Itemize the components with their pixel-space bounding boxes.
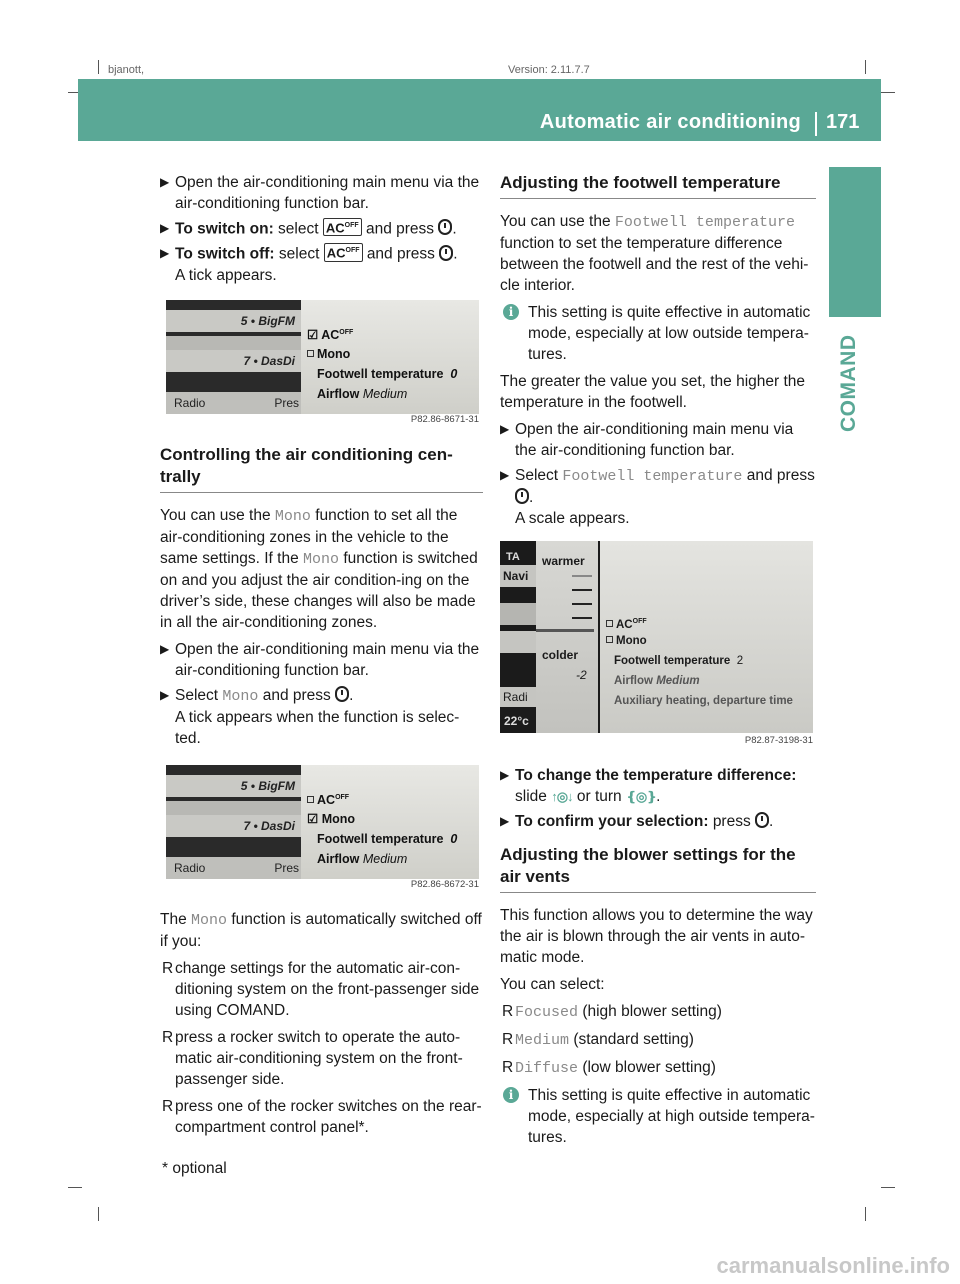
menu-item-ac: $AC^{OFF}$ [307,787,349,811]
page-number: 171 [826,111,860,133]
checkbox-icon [307,796,314,803]
list-item: R press a rocker switch to operate the auto-matic air-conditioning system on the front-passenger side. [162,1028,463,1088]
ac-off-button-icon: $AC^{OFF}$ [324,243,363,261]
list-item: R change settings for the automatic air-con-ditioning system on the front-passenger side using COMAND. [162,959,480,1019]
menu-item-footwell: Footwell temperature 0 [317,831,458,846]
tab-label: TA [506,551,520,563]
info-icon: i [503,304,519,320]
menu-item-mono: Mono [307,344,350,365]
step: ▶ Open the air-conditioning main menu via the air-conditioning function bar. [160,174,480,212]
figure-caption: P82.86-8672-31 [410,878,479,890]
step: ▶ To switch on: select $AC^{OFF}$ and press . [160,218,483,239]
triangle-right-icon: ▶ [500,422,510,436]
screenshot-figure [166,765,479,895]
header-divider [815,112,817,136]
preset-row [166,336,301,350]
right-column [500,172,816,1154]
checkbox-icon [606,636,613,643]
section-heading: Adjusting the footwell temperature [500,172,816,199]
paragraph: You can select: [500,976,605,993]
ac-off-button-icon: $AC^{OFF}$ [323,218,362,236]
preset-row: 5 • BigFM [166,310,301,332]
paragraph: The greater the value you set, the higher the temperature in the footwell. [500,373,806,411]
bullet-r-icon: R [162,1028,174,1046]
slide-controller-icon: ↑◎↓ [551,789,573,804]
figure-caption: P82.86-8671-31 [410,413,479,425]
preset-row: Radio Pres [166,392,301,414]
crop-mark [881,1187,895,1188]
triangle-right-icon: ▶ [160,641,170,656]
info-note: i This setting is quite effective in automatic mode, especially at high outside tempera-tures. [500,1085,816,1148]
knob-press-icon [438,219,452,235]
screen-menu [301,300,479,414]
step: ▶ Select Mono and press . A tick appears when the function is selec-ted. [160,686,460,747]
scale-value: -2 [576,668,587,682]
triangle-right-icon: ▶ [500,768,510,782]
tab-row [500,603,536,625]
bullet-r-icon: R [502,1003,514,1020]
tab-row [500,631,536,653]
step: ▶ Open the air-conditioning main menu via the air-conditioning function bar. [160,640,480,679]
scale-colder-label: colder [542,648,579,662]
menu-item-ac: ☑ $AC^{OFF}$ [307,327,354,342]
triangle-right-icon: ▶ [500,814,510,828]
temperature-scale [536,541,598,733]
tab-label: Radi [500,687,536,707]
preset-row: 7 • DasDi [166,350,301,372]
triangle-right-icon: ▶ [500,468,510,482]
scale-warmer-label: warmer [542,554,585,568]
screen-left-panel [166,765,301,879]
section-heading: Controlling the air conditioning cen-trally [160,444,483,493]
bullet-r-icon: R [502,1059,514,1076]
menu-item-airflow: Airflow Medium [614,675,700,687]
info-icon: i [503,1087,519,1103]
bullet-r-icon: R [502,1031,514,1048]
watermark: carmanualsonline.info [716,1253,950,1278]
scale-tick [572,603,592,605]
list-item: R Diffuse (low blower setting) [502,1059,716,1077]
screenshot-figure [166,300,479,430]
menu-item-ac: $AC^{OFF}$ [606,611,647,636]
menu-item-mono: ☑ Mono [307,811,356,826]
side-tab [829,167,881,317]
screen-menu [600,541,813,733]
paragraph: You can use the Mono function to set all the air-conditioning zones in the vehicle to the same settings. If the Mono function is switched on and you adjust the air condition-ing on the driver’s side, these changes will also be made in all the air-conditioning zones. [160,506,478,631]
turn-controller-icon: ❴◎❵ [625,789,657,804]
scale-tick [572,575,592,577]
menu-item-footwell: Footwell temperature 2 [614,655,744,667]
screen-menu [301,765,479,879]
list-item: R Medium (standard setting) [502,1031,694,1049]
screen-left-panel [166,300,301,414]
meta-left: bjanott, [108,64,145,76]
step: ▶ To change the temperature difference: slide ↑◎↓ or turn ❴◎❵. [500,767,797,805]
paragraph: The Mono function is automatically switched off if you: [160,910,482,950]
triangle-right-icon: ▶ [160,221,170,235]
paragraph: You can use the Footwell temperature function to set the temperature difference between the footwell and the rest of the vehi-cle interior. [500,213,809,294]
step: ▶ To switch off: select $AC^{OFF}$ and press . A tick appears. [160,243,483,285]
checkbox-icon [606,620,613,627]
checkbox-checked-icon: ☑ [307,811,319,826]
step: ▶ To confirm your selection: press . [500,813,774,830]
list-item: R press one of the rocker switches on the rear-compartment control panel*. [162,1097,482,1136]
left-column [160,172,483,1144]
page-title: Automatic air conditioning [539,111,801,133]
preset-row: 7 • DasDi [166,815,301,837]
checkbox-checked-icon: ☑ [307,327,319,342]
figure-caption: P82.87-3198-31 [744,735,813,746]
step: ▶ Select Footwell temperature and press . A scale appears. [500,467,815,527]
bullet-r-icon: R [162,959,174,977]
screenshot-figure [500,541,813,751]
crop-mark [865,1207,866,1221]
crop-mark [98,1207,99,1221]
info-note: i This setting is quite effective in automatic mode, especially at low outside tempera-tures. [500,302,816,365]
menu-item-footwell: Footwell temperature 0 [317,366,458,381]
triangle-right-icon: ▶ [160,246,170,261]
knob-press-icon [439,245,453,261]
step: ▶ Open the air-conditioning main menu via the air-conditioning function bar. [500,421,794,459]
scale-tick [572,589,592,591]
side-tab-label: COMAND [837,334,860,432]
menu-item-mono: Mono [606,631,647,652]
preset-row [166,801,301,815]
checkbox-icon [307,350,314,357]
tab-label: 22°c [504,714,529,728]
meta-right: Version: 2.11.7.7 [508,64,590,76]
menu-item-aux-heating: Auxiliary heating, departure time [614,695,793,707]
knob-press-icon [515,488,529,504]
menu-item-airflow: Airflow Medium [317,851,408,866]
triangle-right-icon: ▶ [160,175,170,189]
footnote: * optional [162,1160,227,1177]
crop-mark [881,92,895,93]
bullet-r-icon: R [162,1097,174,1115]
scale-tick [572,617,592,619]
knob-press-icon [335,686,349,702]
knob-press-icon [755,812,769,828]
list-item: R Focused (high blower setting) [502,1003,722,1021]
screen-left-panel [500,541,536,733]
paragraph: This function allows you to determine the way the air is blown through the air vents in auto-matic mode. [500,907,813,966]
crop-mark [865,60,866,74]
tab-label: Navi [500,565,536,587]
preset-row: Radio Pres [166,857,301,879]
crop-mark [68,1187,82,1188]
crop-mark [98,60,99,74]
preset-row: 5 • BigFM [166,775,301,797]
menu-item-airflow: Airflow Medium [317,386,408,401]
section-heading: Adjusting the blower settings for the air vents [500,844,816,893]
scale-pointer [536,629,594,632]
triangle-right-icon: ▶ [160,687,170,702]
